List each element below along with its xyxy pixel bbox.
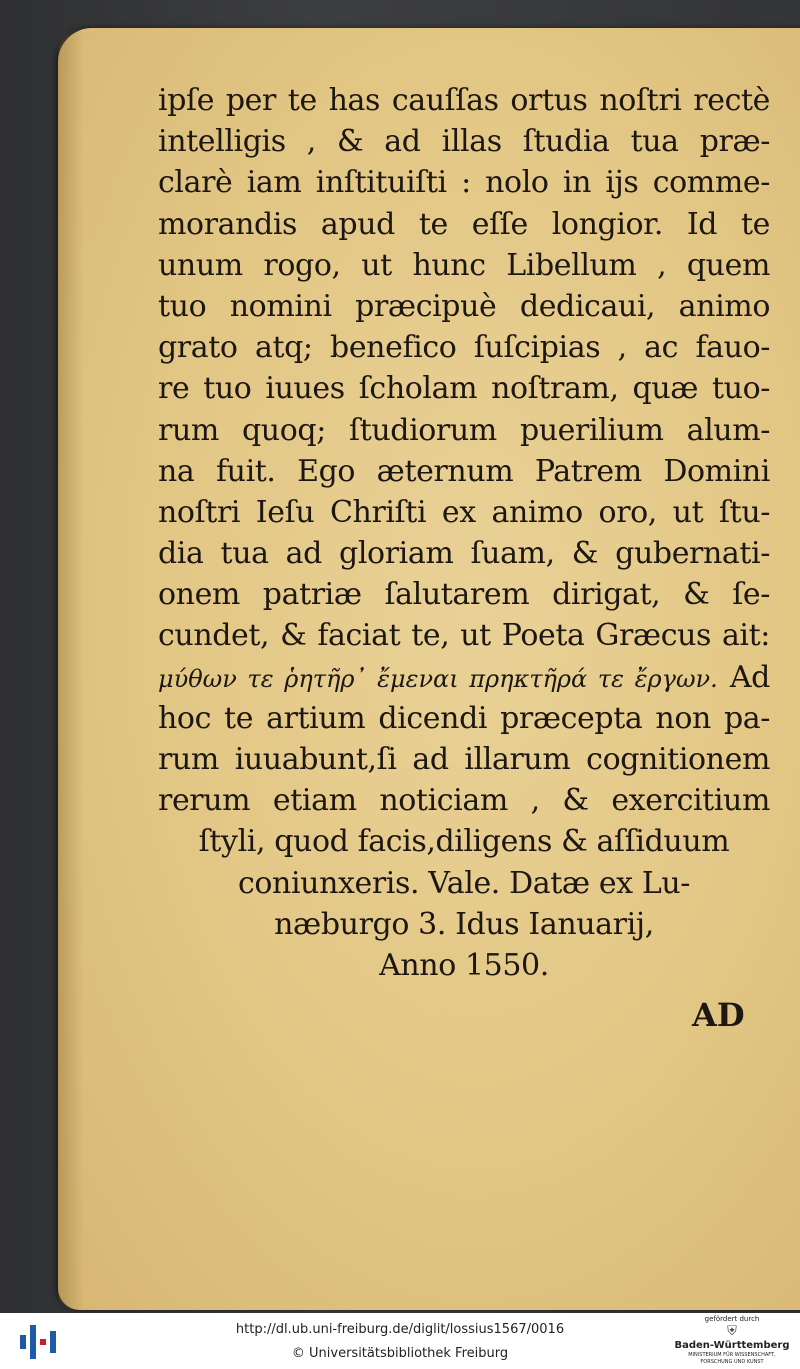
closing-line: næburgo 3. Idus Ianuarij, <box>274 906 654 942</box>
text-line: cundet, & faciat te, ut Poeta Græcus ait: <box>158 618 770 654</box>
text-line: na fuit. Ego æternum Patrem Domini <box>158 453 770 489</box>
closing-line: coniunxeris. Vale. Datæ ex Lu- <box>237 865 691 901</box>
coat-of-arms-icon: ⛨ <box>727 1324 737 1339</box>
text-line: rerum etiam noticiam , & exercitium <box>158 783 770 819</box>
text-line: dia tua ad gloriam ſuam, & gubernati- <box>158 536 770 572</box>
greek-phrase: μύθων τε ῥητῆρ᾽ ἔμεναι πρηκτῆρά τε ἔργων. <box>158 664 718 693</box>
greek-continuation: Ad <box>729 659 770 695</box>
body-text <box>158 80 770 986</box>
text-line: morandis apud te eſſe longior. Id te <box>158 206 770 242</box>
sponsor-label: gefördert durch <box>704 1315 760 1323</box>
text-line: onem patriæ ſalutarem dirigat, & ſe- <box>158 577 770 613</box>
text-line: hoc te artium dicendi præcepta non pa- <box>158 700 770 736</box>
permalink-url[interactable]: http://dl.ub.uni-freiburg.de/diglit/lossius1567/0016 <box>235 1322 565 1337</box>
text-line: intelligis , & ad illas ſtudia tua præ- <box>158 124 770 160</box>
text-line: noſtri Ieſu Chriſti ex animo oro, ut ſtu- <box>158 494 770 530</box>
text-line: tuo nomini præcipuè dedicaui, animo <box>158 288 770 324</box>
text-line: rum iuuabunt,ſi ad illarum cognitionem <box>158 742 770 777</box>
sponsor-subtitle: MINISTERIUM FÜR WISSENSCHAFT, FORSCHUNG UND KUNST <box>688 1352 776 1365</box>
footer-bar <box>0 1313 800 1369</box>
text-line: rum quoq; ſtudiorum puerilium alum- <box>158 412 770 448</box>
sponsor-name: Baden-Württemberg <box>674 1340 790 1351</box>
greek-quote-line <box>158 657 770 698</box>
text-line: ipſe per te has cauſſas ortus noſtri rectè <box>158 83 770 118</box>
text-line: clarè iam inſtituiſti : nolo in ijs comme- <box>158 165 770 201</box>
sponsor-badge[interactable] <box>672 1315 792 1367</box>
catchword: AD <box>692 996 745 1034</box>
copyright-notice: © Universitätsbibliothek Freiburg <box>291 1346 509 1361</box>
text-line: unum rogo, ut hunc Libellum , quem <box>158 247 770 283</box>
text-line: grato atq; benefico ſuſcipias , ac fauo- <box>158 330 770 366</box>
closing-line: Anno 1550. <box>379 947 549 983</box>
closing-line: ſtyli, quod facis,diligens & aſſiduum <box>198 824 730 860</box>
text-line: re tuo iuues ſcholam noſtram, quæ tuo- <box>158 371 770 407</box>
